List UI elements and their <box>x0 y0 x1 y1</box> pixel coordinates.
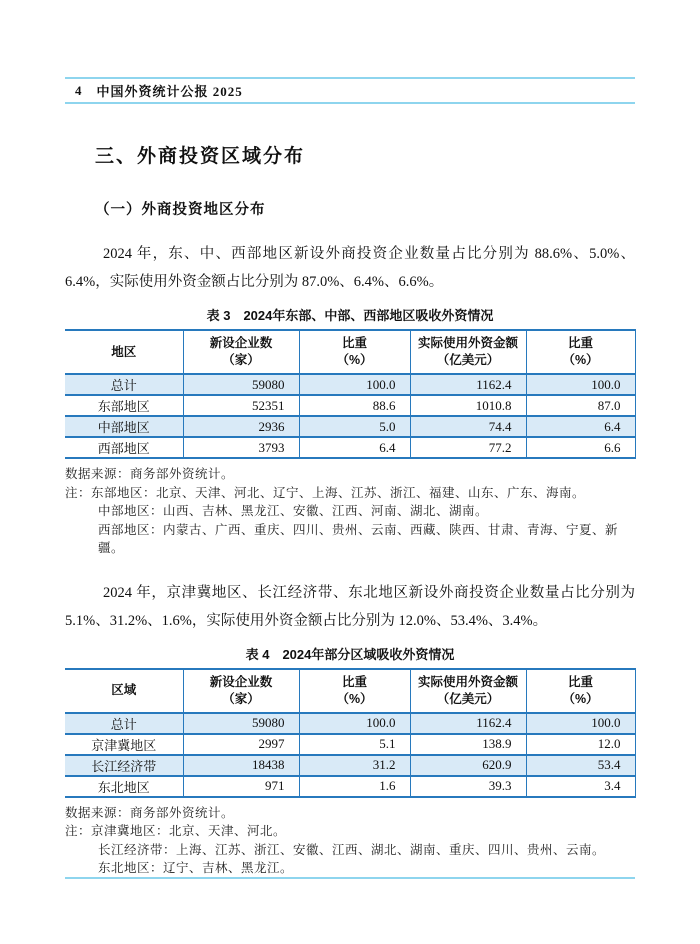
table3-col-new-enterprises: 新设企业数 （家） <box>183 330 299 374</box>
table-row-central: 中部地区 2936 5.0 74.4 6.4 <box>65 416 635 437</box>
table4 <box>65 668 636 798</box>
table-row-total: 总计 59080 100.0 1162.4 100.0 <box>65 374 635 395</box>
table3-note-central: 中部地区：山西、吉林、黑龙江、安徽、江西、河南、湖北、湖南。 <box>98 504 489 518</box>
table4-note-yangtze-belt: 长江经济带：上海、江苏、浙江、安徽、江西、湖北、湖南、重庆、四川、贵州、云南。 <box>98 842 606 857</box>
table3-note-eastern: 注：东部地区：北京、天津、河北、辽宁、上海、江苏、浙江、福建、山东、广东、海南。 <box>65 485 586 500</box>
table4-col-fdi-amount: 实际使用外资金额 （亿美元） <box>410 669 526 713</box>
subsection-title: （一）外商投资地区分布 <box>95 202 266 218</box>
section-title: 三、外商投资区域分布 <box>95 146 306 167</box>
table-row-yangtze-belt: 长江经济带 18438 31.2 620.9 53.4 <box>65 755 635 776</box>
table3-note-western: 西部地区：内蒙古、广西、重庆、四川、贵州、云南、西藏、陕西、甘肃、青海、宁夏、新疆。 <box>98 522 619 555</box>
table3-source: 数据来源：商务部外资统计。 <box>65 467 235 481</box>
publication-title: 中国外资统计公报 2025 <box>96 84 243 99</box>
table3-col-fdi-amount: 实际使用外资金额 （亿美元） <box>410 330 526 374</box>
paragraph-key-areas: 2024 年，京津冀地区、长江经济带、东北地区新设外商投资企业数量占比分别为 5.1%、31.2%、1.6%，实际使用外资金额占比分别为 12.0%、53.4%、3.4%。 <box>65 584 635 629</box>
table-row-western: 西部地区 3793 6.4 77.2 6.6 <box>65 437 635 458</box>
table3-col-region: 地区 <box>65 330 183 374</box>
table3-caption: 表 3 2024年东部、中部、西部地区吸收外资情况 <box>206 308 494 323</box>
table3-col-share-2: 比重 （%） <box>526 330 635 374</box>
table4-col-new-enterprises: 新设企业数 （家） <box>183 669 299 713</box>
table3-header-row <box>65 330 635 374</box>
table3 <box>65 329 636 459</box>
page-number: 4 <box>75 82 82 98</box>
table4-note-jingjinji: 注：京津冀地区：北京、天津、河北。 <box>65 824 287 838</box>
table-row-total: 总计 59080 100.0 1162.4 100.0 <box>65 713 635 734</box>
footer-rule <box>65 877 635 879</box>
table4-source: 数据来源：商务部外资统计。 <box>65 805 235 820</box>
paragraph-regional-shares: 2024 年，东、中、西部地区新设外商投资企业数量占比分别为 88.6%、5.0%、6.4%，实际使用外资金额占比分别为 87.0%、6.4%、6.6%。 <box>65 246 635 290</box>
table-row-eastern: 东部地区 52351 88.6 1010.8 87.0 <box>65 395 635 416</box>
table-row-northeast: 东北地区 971 1.6 39.3 3.4 <box>65 776 635 797</box>
table4-col-share-1: 比重 （%） <box>299 669 410 713</box>
table4-note-northeast: 东北地区：辽宁、吉林、黑龙江。 <box>98 861 294 875</box>
table4-header-row <box>65 669 635 713</box>
page-content <box>65 104 635 878</box>
table-row-jingjinji: 京津冀地区 2997 5.1 138.9 12.0 <box>65 734 635 755</box>
page-header <box>65 77 635 104</box>
table4-caption: 表 4 2024年部分区域吸收外资情况 <box>245 646 455 662</box>
table4-col-share-2: 比重 （%） <box>526 669 635 713</box>
table4-col-region: 区域 <box>65 669 183 713</box>
table3-col-share-1: 比重 （%） <box>299 330 410 374</box>
